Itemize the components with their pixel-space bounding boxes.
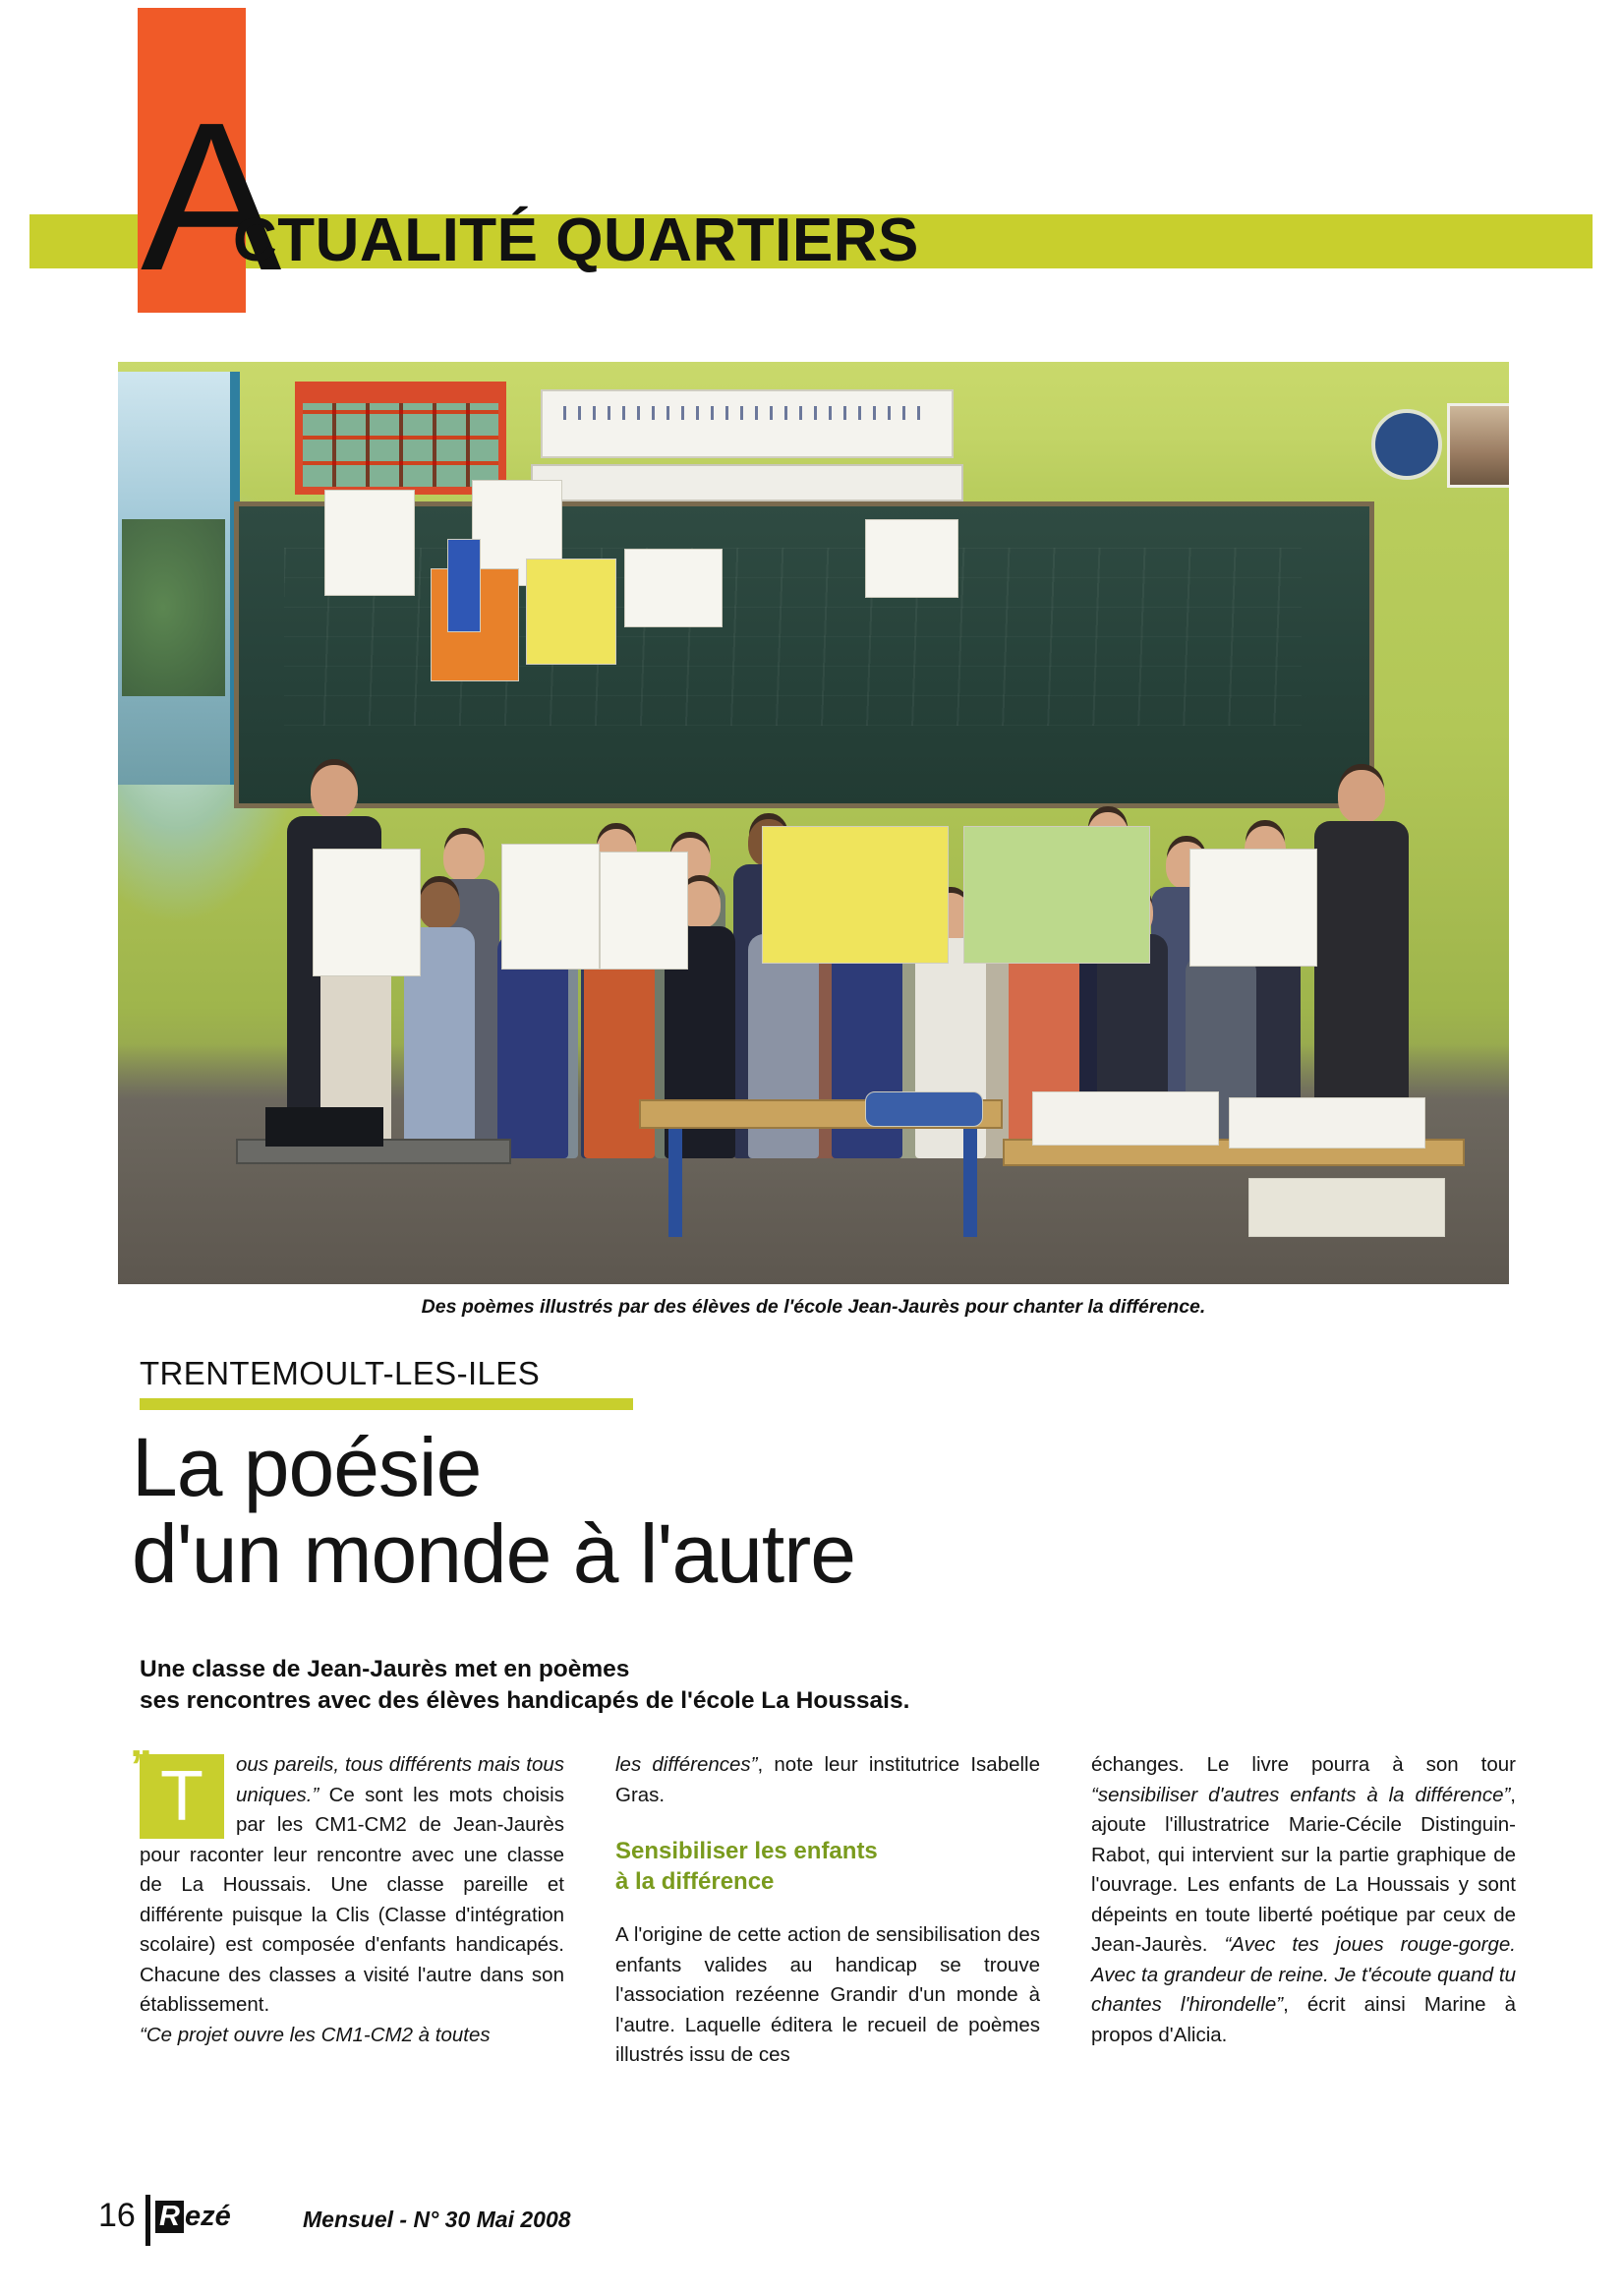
white-board-strip bbox=[531, 464, 963, 501]
paragraph-italic: “sensibiliser d'autres enfants à la différence” bbox=[1091, 1783, 1511, 1806]
poem-sheet bbox=[865, 519, 958, 598]
article-body bbox=[130, 1740, 1516, 2183]
wall-poster bbox=[295, 382, 506, 495]
paragraph-text: , écrit ainsi Marine à propos d'Alicia. bbox=[1091, 1993, 1516, 2046]
classroom-photo-illustration bbox=[118, 362, 1509, 1284]
poem-sheet bbox=[624, 549, 723, 627]
article-standfirst bbox=[140, 1654, 1221, 1717]
article-photo bbox=[118, 362, 1509, 1284]
paragraph: “Ce projet ouvre les CM1-CM2 à toutes bbox=[140, 2023, 491, 2046]
footer-divider bbox=[145, 2195, 150, 2246]
page-footer bbox=[98, 2195, 786, 2250]
logo-rest: ezé bbox=[184, 2201, 231, 2232]
article-kicker: TRENTEMOULT-LES-ILES bbox=[140, 1355, 541, 1391]
page-number: 16 bbox=[98, 2197, 136, 2234]
logo-initial: R bbox=[155, 2201, 184, 2233]
page-masthead bbox=[0, 0, 1623, 334]
body-column-2 bbox=[615, 1750, 1040, 2071]
subhead-line-2: à la différence bbox=[615, 1868, 775, 1895]
paragraph-italic: ous pareils, tous différents mais tous uniques.” bbox=[236, 1753, 564, 1806]
poem-booklet bbox=[963, 826, 1150, 964]
issue-info: Mensuel - N° 30 Mai 2008 bbox=[303, 2207, 571, 2232]
poem-sheet bbox=[313, 849, 421, 976]
desk-leg bbox=[668, 1129, 682, 1237]
opening-quote-mark: ” bbox=[130, 1740, 152, 1792]
school-bag bbox=[265, 1107, 383, 1147]
paragraph-text: , ajoute l'illustratrice Marie-Cécile Distinguin-Rabot, qui intervient sur la partie graphique de l'ouvrage. Les enfants de La Houssais y sont dépeints en toute liberté poétique par ceux de Jean-Jaurès. bbox=[1091, 1783, 1516, 1956]
page-title bbox=[132, 1421, 1311, 1600]
paragraph: A l'origine de cette action de sensibilisation des enfants valides au handicap se trouve l'association rezéenne Grandir d'un monde à l'autre. Laquelle éditera le recueil de poèmes illustrés issu de ces bbox=[615, 1923, 1040, 2066]
headline-line-2: d'un monde à l'autre bbox=[132, 1507, 855, 1600]
wall-portrait bbox=[1447, 403, 1509, 488]
publication-logo bbox=[155, 2201, 231, 2233]
poem-sheet bbox=[447, 539, 481, 632]
drop-cap: T bbox=[140, 1754, 224, 1839]
poem-sheet bbox=[526, 559, 616, 665]
poem-sheet bbox=[501, 844, 600, 970]
paragraph-text: , note leur institutrice Isabelle Gras. bbox=[615, 1753, 1041, 1806]
body-column-3 bbox=[1091, 1750, 1516, 2050]
pencil-case bbox=[865, 1091, 983, 1127]
desk-papers bbox=[1229, 1097, 1425, 1148]
poem-sheet bbox=[324, 490, 415, 596]
subhead-line-1: Sensibiliser les enfants bbox=[615, 1838, 878, 1864]
paragraph bbox=[615, 1750, 1040, 1810]
standfirst-line-2: ses rencontres avec des élèves handicapés de l'école La Houssais. bbox=[140, 1687, 910, 1714]
photo-caption: Des poèmes illustrés par des élèves de l'école Jean-Jaurès pour chanter la différence. bbox=[421, 1296, 1206, 1318]
section-subheading bbox=[615, 1836, 1040, 1897]
desk-papers bbox=[1032, 1091, 1219, 1146]
kicker-rule bbox=[140, 1398, 633, 1410]
wall-clock-icon bbox=[1371, 409, 1442, 480]
poem-sheet bbox=[1189, 849, 1317, 967]
paragraph-italic: “Avec tes joues rouge-gorge. Avec ta grandeur de reine. Je t'écoute quand tu chantes l'hirondelle” bbox=[1091, 1933, 1516, 2016]
paragraph bbox=[1091, 1750, 1516, 2050]
paragraph-italic: les différences” bbox=[615, 1753, 758, 1776]
masthead-title: CTUALITÉ QUARTIERS bbox=[233, 206, 919, 274]
alphabet-chart bbox=[541, 389, 954, 458]
paragraph-text: Ce sont les mots choisis par les CM1-CM2 de Jean-Jaurès pour raconter leur rencontre avec une classe de La Houssais. Une classe pareille et différente puisque la Clis (Classe d'intégration scolaire) est composée d'enfants handicapés. Chacune des classes a visité l'autre dans son établissement. bbox=[140, 1783, 564, 2016]
masthead-initial: A bbox=[141, 78, 276, 315]
students-group bbox=[177, 647, 1455, 1158]
desk-papers bbox=[1248, 1178, 1445, 1237]
headline-line-1: La poésie bbox=[132, 1421, 482, 1513]
poem-booklet bbox=[762, 826, 949, 964]
standfirst-line-1: Une classe de Jean-Jaurès met en poèmes bbox=[140, 1656, 630, 1682]
body-column-1 bbox=[130, 1740, 564, 2050]
poem-sheet bbox=[600, 852, 688, 970]
paragraph-text: échanges. Le livre pourra à son tour bbox=[1091, 1753, 1516, 1776]
desk-leg bbox=[963, 1129, 977, 1237]
